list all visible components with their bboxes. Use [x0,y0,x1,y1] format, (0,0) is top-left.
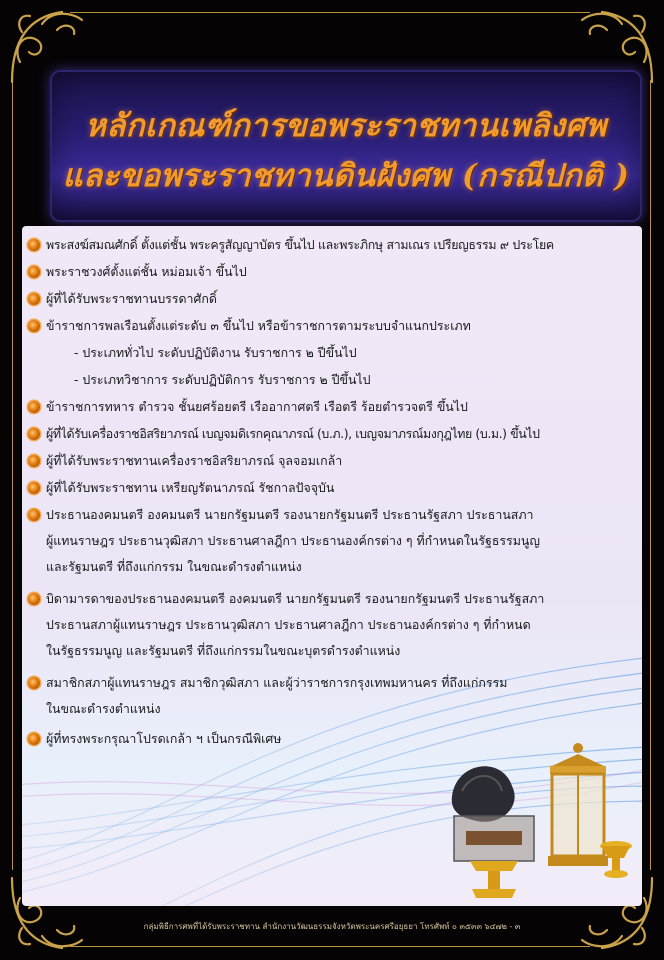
bullet-icon [28,293,40,305]
bullet-icon [28,482,40,494]
bullet-icon [28,677,40,689]
list-item [28,394,636,420]
list-item-text: ผู้ที่ได้รับพระราชทานบรรดาศักดิ์ [46,291,217,306]
list-item-text [46,502,540,580]
title-line-2: และขอพระราชทานดินฝังศพ (กรณีปกติ ) [62,158,630,194]
sub-list-item: - ประเภททั่วไป ระดับปฏิบัติงาน รับราชการ ๒ ปีขึ้นไป [74,345,357,360]
content-panel [22,226,642,906]
list-item-line: ในขณะดำรงตำแหน่ง [46,701,161,716]
list-item-text: ผู้ที่ได้รับพระราชทานเครื่องราชอิสริยาภรณ์ จุลจอมเกล้า [46,453,343,468]
list-item-text: ข้าราชการพลเรือนตั้งแต่ระดับ ๓ ขึ้นไป หรือข้าราชการตามระบบจำแนกประเภท [46,318,471,333]
title-line-1: หลักเกณฑ์การขอพระราชทานเพลิงศพ [85,108,607,144]
list-item-line: ผู้แทนราษฎร ประธานวุฒิสภา ประธานศาลฎีกา ประธานองค์กรต่าง ๆ ที่กำหนดในรัฐธรรมนูญ [46,533,540,548]
list-item-line: ประธานสภาผู้แทนราษฎร ประธานวุฒิสภา ประธานศาลฎีกา ประธานองค์กรต่าง ๆ ที่กำหนด [46,617,531,632]
funeral-urn-illustration [432,736,632,906]
bullet-icon [28,733,40,745]
title-banner [50,70,642,222]
frame-line-left [12,80,13,870]
list-item [28,475,636,501]
bullet-icon [28,455,40,467]
list-item [28,670,636,722]
frame-line-bottom [70,946,590,947]
sub-list-item: - ประเภทวิชาการ ระดับปฏิบัติการ รับราชการ ๒ ปีขึ้นไป [74,372,371,387]
list-item [28,502,636,580]
frame-line-top [70,12,590,13]
list-item [28,448,636,474]
list-item-line: ในรัฐธรรมนูญ และรัฐมนตรี ที่ถึงแก่กรรมในขณะบุตรดำรงตำแหน่ง [46,643,401,658]
list-item-line: และรัฐมนตรี ที่ถึงแก่กรรม ในขณะดำรงตำแหน่ง [46,559,302,574]
footer-contact: กลุ่มพิธีการศพที่ได้รับพระราชทาน สำนักงานวัฒนธรรมจังหวัดพระนครศรีอยุธยา โทรศัพท์ ๐ ๓๕๓๓ ๖๔๗๒ - ๓ [143,922,521,931]
list-item [28,259,636,285]
list-item-text: ผู้ที่ได้รับพระราชทาน เหรียญรัตนาภรณ์ รัชกาลปัจจุบัน [46,480,335,495]
list-item-text: พระสงฆ์สมณศักดิ์ ตั้งแต่ชั้น พระครูสัญญาบัตร ขึ้นไป และพระภิกษุ สามเณร เปรียญธรรม ๙ ประโยค [46,237,554,252]
bullet-icon [28,401,40,413]
list-item-text: ผู้ที่ได้รับเครื่องราชอิสริยาภรณ์ เบญจมดิเรกคุณาภรณ์ (บ.ภ.), เบญจมาภรณ์มงกุฎไทย (บ.ม.) ขึ้นไป [46,426,540,441]
list-item-text [46,586,544,664]
list-item-text [46,670,507,722]
list-item [28,232,636,258]
bullet-icon [28,320,40,332]
list-item-line: สมาชิกสภาผู้แทนราษฎร สมาชิกวุฒิสภา และผู้ว่าราชการกรุงเทพมหานคร ที่ถึงแก่กรรม [46,675,508,690]
list-item [28,286,636,312]
bullet-icon [28,428,40,440]
bullet-icon [28,509,40,521]
bullet-icon [28,239,40,251]
bullet-icon [28,266,40,278]
list-item-text: พระราชวงศ์ตั้งแต่ชั้น หม่อมเจ้า ขึ้นไป [46,264,247,279]
list-item-text: ผู้ที่ทรงพระกรุณาโปรดเกล้า ฯ เป็นกรณีพิเศษ [46,731,282,746]
list-item [28,421,636,447]
frame-line-right [650,80,651,870]
bullet-icon [28,593,40,605]
list-item [28,586,636,664]
list-item-line: บิดามารดาของประธานองคมนตรี องคมนตรี นายกรัฐมนตรี รองนายกรัฐมนตรี ประธานรัฐสภา [46,591,545,606]
list-item [28,313,636,339]
list-item-line: ประธานองคมนตรี องคมนตรี นายกรัฐมนตรี รองนายกรัฐมนตรี ประธานรัฐสภา ประธานสภา [46,507,534,522]
list-item-text: ข้าราชการทหาร ตำรวจ ชั้นยศร้อยตรี เรืออากาศตรี เรือตรี ร้อยตำรวจตรี ขึ้นไป [46,399,468,414]
